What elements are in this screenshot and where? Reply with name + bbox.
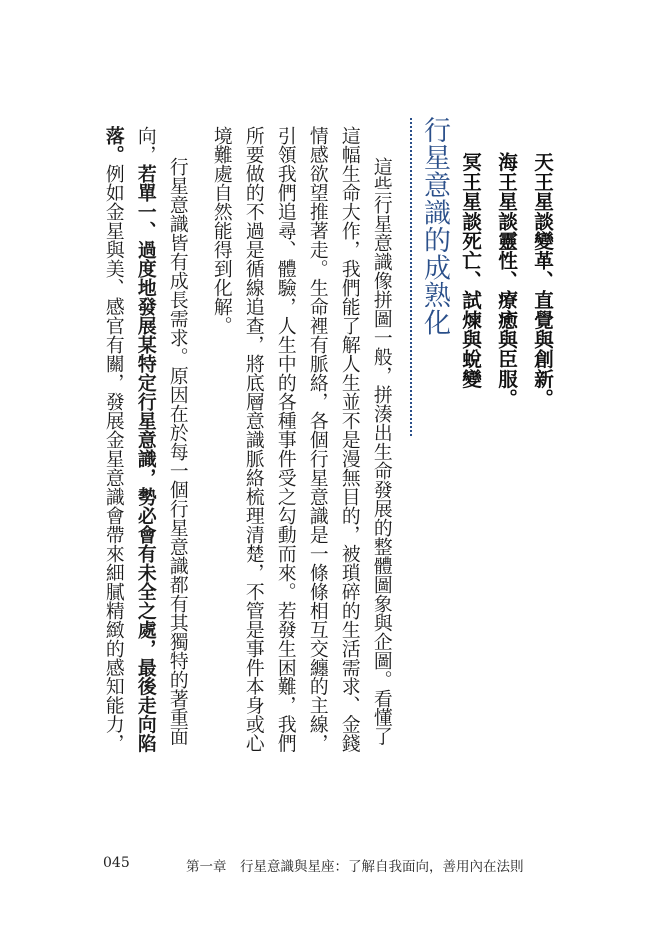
heading-divider [410, 118, 412, 436]
paragraph-2-line-2-start: 向， [134, 126, 156, 164]
paragraph-2-line-3 [103, 126, 122, 753]
paragraph-1-line-1: 這些行星意識像拼圖一般，拼湊出生命發展的整體圖象與企圖。看懂了 [370, 157, 392, 746]
paragraph-1-line-3: 情感欲望推著走。生命裡有脈絡，各個行星意識是一條條相互交纏的主線， [306, 126, 328, 753]
list-item-pluto: 冥王星談死亡、試煉與蛻變 [458, 152, 482, 389]
section-heading: 行星意識的成熟化 [419, 116, 450, 336]
paragraph-2-emphasis: 若單一、過度地發展某特定行星意識，勢必會有未全之處，最後走向陷 [134, 163, 156, 753]
page-number: 045 [103, 855, 130, 871]
list-item-uranus: 天王星談變革、直覺與創新。 [530, 152, 554, 409]
paragraph-2-line-3-rest: 例如金星與美、感官有關，發展金星意識會帶來細膩精緻的感知能力， [102, 163, 124, 753]
paragraph-1-line-2: 這幅生命大作，我們能了解人生並不是漫無目的，被瑣碎的生活需求、金錢 [338, 126, 360, 753]
running-footer-chapter: 第一章 行星意識與星座：了解自我面向，善用內在法則 [186, 859, 524, 875]
paragraph-2-line-3-emphasis: 落。 [102, 126, 124, 164]
paragraph-1-line-5: 所要做的不過是循線追查，將底層意識脈絡梳理清楚，不管是事件本身或心 [242, 126, 264, 753]
paragraph-2-line-1: 行星意識皆有成長需求。原因在於每一個行星意識都有其獨特的著重面 [166, 157, 188, 746]
paragraph-2-line-2 [135, 126, 154, 753]
list-item-neptune: 海王星談靈性、療癒與臣服。 [494, 152, 518, 409]
paragraph-1-line-6: 境難處自然能得到化解。 [210, 126, 232, 335]
paragraph-1-line-4: 引領我們追尋、體驗，人生中的各種事件受之勾動而來。若發生困難，我們 [274, 126, 296, 753]
